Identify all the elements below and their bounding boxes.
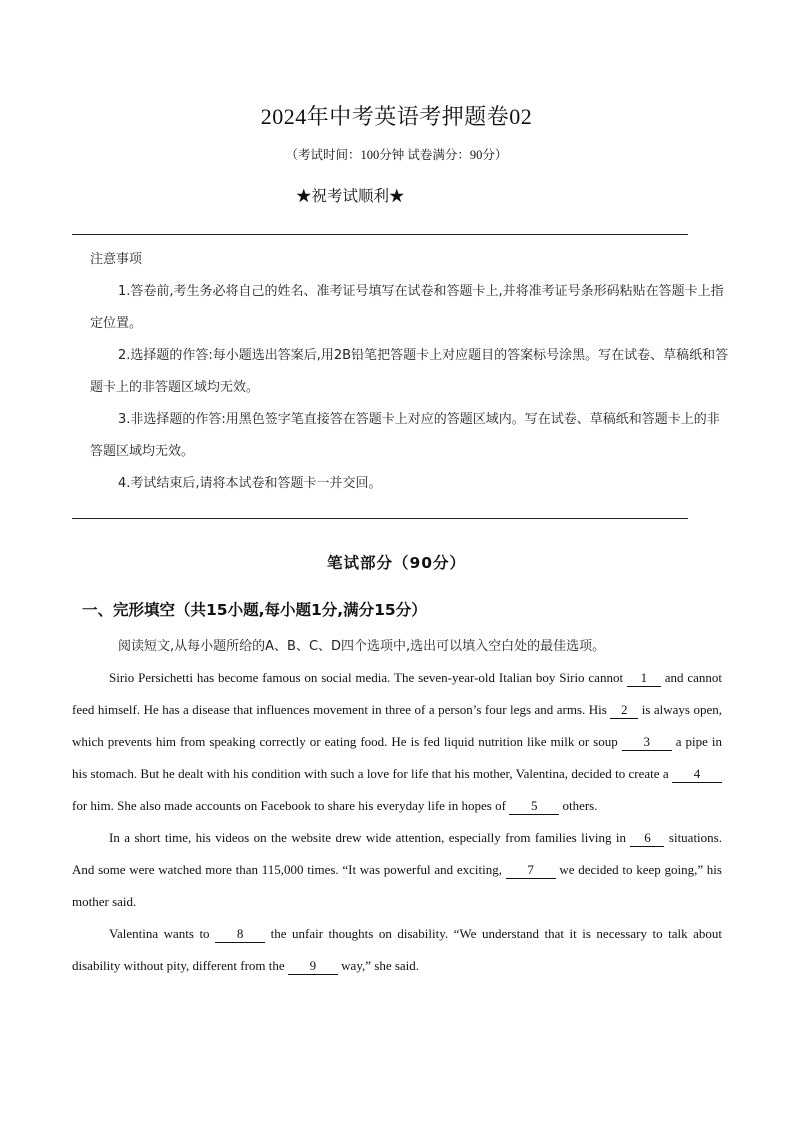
passage-text: we decided to keep going,” his mother said. [72, 862, 722, 909]
blank-6: 6 [630, 830, 664, 847]
exam-info: （考试时间：100分钟 试卷满分：90分） [285, 148, 508, 162]
top-divider [72, 234, 688, 235]
notes-block [90, 244, 730, 500]
note-item: 2.选择题的作答:每小题选出答案后,用2B铅笔把答题卡上对应题目的答案标号涂黑。写在试卷、草稿纸和答题卡上的非答题区域均无效。 [90, 348, 729, 395]
passage-text: others. [559, 798, 598, 813]
passage-text: the unfair thoughts on disability. “We understand that it is necessary to talk about disability without pity, different from the [72, 926, 722, 973]
part-title: 一、完形填空（共15小题,每小题1分,满分15分） [82, 601, 427, 619]
blank-7: 7 [506, 862, 556, 879]
note-item: 3.非选择题的作答:用黑色签字笔直接答在答题卡上对应的答题区域内。写在试卷、草稿纸和答题卡上的非答题区域均无效。 [90, 412, 720, 459]
passage-text: is always open, which prevents him from speaking correctly or eating food. He is fed liquid nutrition like milk or soup [72, 702, 722, 749]
blank-5: 5 [509, 798, 559, 815]
page-title: 2024年中考英语考押题卷02 [260, 104, 533, 129]
paragraph [72, 822, 722, 918]
note-item: 1.答卷前,考生务必将自己的姓名、准考证号填写在试卷和答题卡上,并将准考证号条形码粘贴在答题卡上指定位置。 [90, 284, 724, 331]
note-item: 4.考试结束后,请将本试卷和答题卡一并交回。 [118, 476, 382, 491]
cloze-passage [72, 662, 722, 982]
section-title: 笔试部分（90分） [326, 554, 467, 572]
notes-heading: 注意事项 [90, 252, 143, 267]
passage-text: and cannot feed himself. He has a disease that influences movement in three of a person’s four legs and arms. His [72, 670, 723, 717]
blank-8: 8 [215, 926, 265, 943]
part-instruction: 阅读短文,从每小题所给的A、B、C、D四个选项中,选出可以填入空白处的最佳选项。 [118, 639, 606, 654]
passage-text: way,” she said. [337, 958, 420, 973]
passage-text: Valentina wants to [109, 926, 216, 941]
blank-2: 2 [610, 702, 638, 719]
good-luck-line: ★祝考试顺利★ [296, 188, 405, 205]
passage-text: a pipe in his stomach. But he dealt with his condition with such a love for life that his mother, Valentina, decided to create a [72, 734, 722, 781]
blank-4: 4 [672, 766, 722, 783]
blank-9: 9 [288, 958, 338, 975]
paragraph [72, 918, 722, 982]
blank-3: 3 [622, 734, 672, 751]
passage-text: Sirio Persichetti has become famous on social media. The seven-year-old Italian boy Sirio cannot [109, 670, 627, 685]
passage-text: for him. She also made accounts on Facebook to share his everyday life in hopes of [72, 798, 510, 813]
bottom-divider [72, 518, 688, 519]
passage-text: situations. And some were watched more than 115,000 times. “It was powerful and exciting, [72, 830, 722, 877]
blank-1: 1 [627, 670, 661, 687]
paragraph [72, 662, 722, 822]
passage-text: In a short time, his videos on the website drew wide attention, especially from families living in [109, 830, 631, 845]
